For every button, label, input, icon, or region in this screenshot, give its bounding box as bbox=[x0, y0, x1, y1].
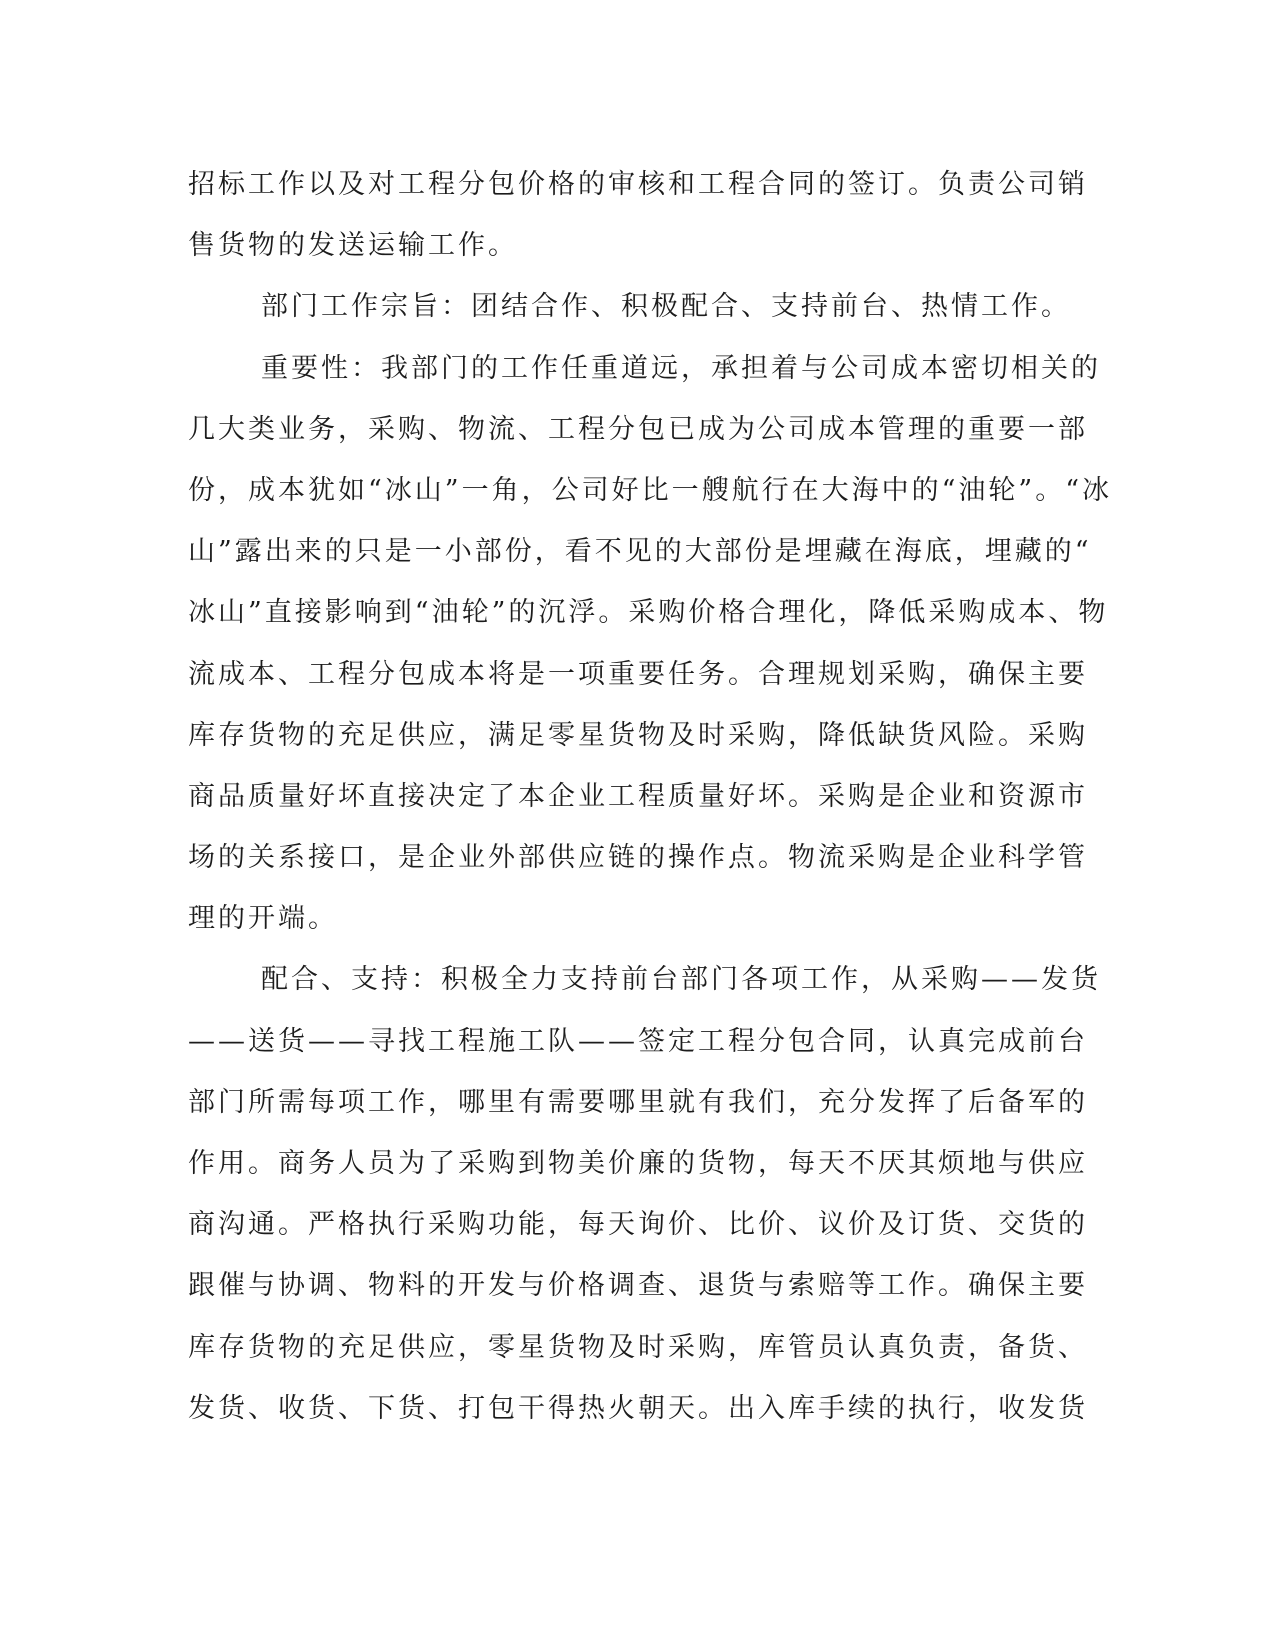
text-line: 冰山”直接影响到“油轮”的沉浮。采购价格合理化，降低采购成本、物 bbox=[188, 597, 1109, 629]
text-line: 售货物的发送运输工作。 bbox=[188, 230, 518, 262]
text-line: 场的关系接口，是企业外部供应链的操作点。物流采购是企业科学管 bbox=[188, 842, 1088, 874]
text-line: 山”露出来的只是一小部份，看不见的大部份是埋藏在海底，埋藏的“ bbox=[188, 536, 1092, 568]
text-line: 商沟通。严格执行采购功能，每天询价、比价、议价及订货、交货的 bbox=[188, 1209, 1088, 1241]
text-line: 重要性：我部门的工作任重道远，承担着与公司成本密切相关的 bbox=[261, 352, 1101, 384]
text-line: 部门工作宗旨：团结合作、积极配合、支持前台、热情工作。 bbox=[261, 291, 1071, 323]
text-line: 库存货物的充足供应，满足零星货物及时采购，降低缺货风险。采购 bbox=[188, 719, 1088, 751]
text-line: 发货、收货、下货、打包干得热火朝天。出入库手续的执行，收发货 bbox=[188, 1392, 1088, 1424]
text-line: ——送货——寻找工程施工队——签定工程分包合同，认真完成前台 bbox=[188, 1025, 1088, 1057]
text-line: 部门所需每项工作，哪里有需要哪里就有我们，充分发挥了后备军的 bbox=[188, 1086, 1088, 1118]
text-line: 跟催与协调、物料的开发与价格调查、退货与索赔等工作。确保主要 bbox=[188, 1270, 1088, 1302]
text-line: 配合、支持：积极全力支持前台部门各项工作，从采购——发货 bbox=[261, 964, 1101, 996]
text-line: 商品质量好坏直接决定了本企业工程质量好坏。采购是企业和资源市 bbox=[188, 780, 1088, 812]
text-line: 库存货物的充足供应，零星货物及时采购，库管员认真负责，备货、 bbox=[188, 1331, 1088, 1363]
text-line: 招标工作以及对工程分包价格的审核和工程合同的签订。负责公司销 bbox=[188, 169, 1088, 200]
text-line: 流成本、工程分包成本将是一项重要任务。合理规划采购，确保主要 bbox=[188, 658, 1088, 690]
body-text bbox=[188, 154, 1113, 1439]
text-line: 几大类业务，采购、物流、工程分包已成为公司成本管理的重要一部 bbox=[188, 413, 1088, 445]
text-line: 理的开端。 bbox=[188, 903, 338, 935]
text-line: 份，成本犹如“冰山”一角，公司好比一艘航行在大海中的“油轮”。“冰 bbox=[188, 474, 1113, 506]
text-line: 作用。商务人员为了采购到物美价廉的货物，每天不厌其烦地与供应 bbox=[188, 1148, 1088, 1179]
